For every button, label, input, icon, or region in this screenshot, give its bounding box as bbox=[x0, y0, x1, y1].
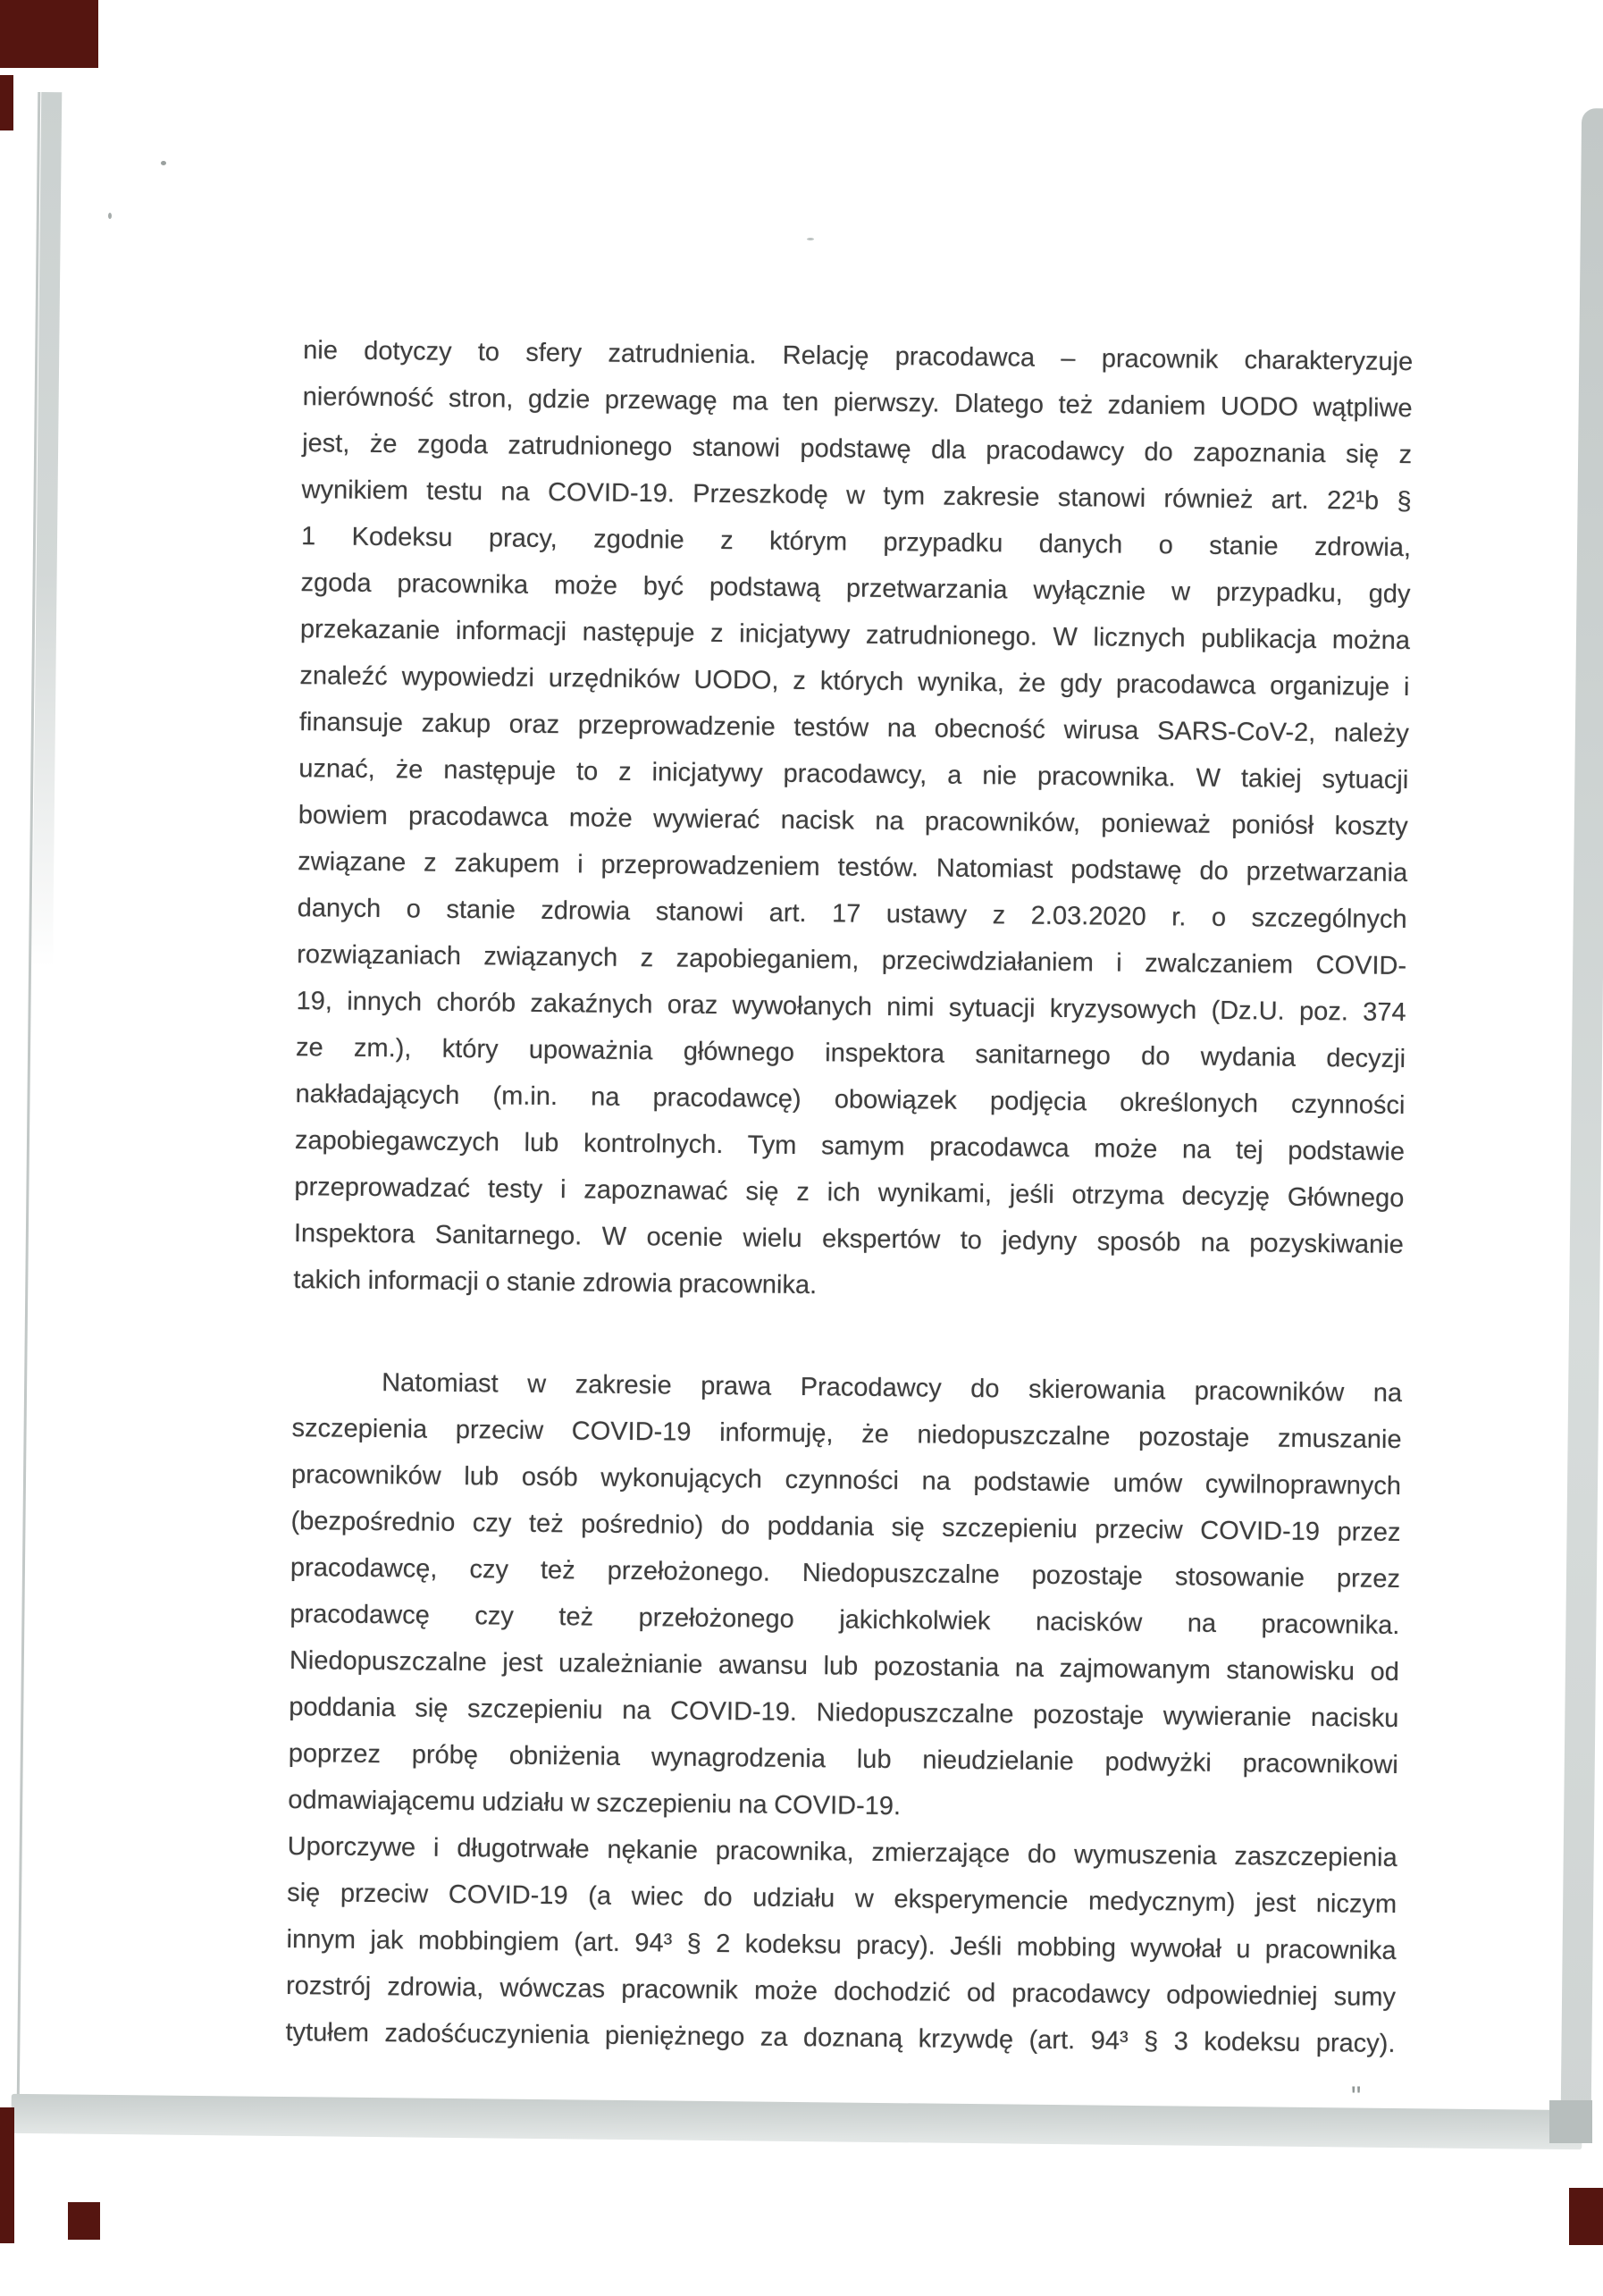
scan-backing-mark-top-left bbox=[0, 0, 98, 68]
text-line: Inspektora Sanitarnego. W ocenie wielu ekspertów to jedyny sposób na pozyskiwanie bbox=[293, 1219, 1405, 1260]
text-line: znaleźć wypowiedzi urzędników UODO, z których wynika, że gdy pracodawca organizuje i bbox=[299, 661, 1410, 702]
text-line: Uporczywe i długotrwałe nękanie pracownika, zmierzające do wymuszenia zaszczepienia bbox=[287, 1832, 1397, 1873]
text-line: zapobiegawczych lub kontrolnych. Tym samym pracodawca może na tej podstawie bbox=[294, 1126, 1406, 1167]
scan-backing-mark-bottom-left-square bbox=[68, 2202, 100, 2240]
text-line: przeprowadzać testy i zapoznawać się z ich wynikami, jeśli otrzyma decyzję Głównego bbox=[294, 1173, 1405, 1214]
smudge-mark: " bbox=[1351, 2081, 1362, 2113]
text-line: nie dotyczy to sfery zatrudnienia. Relację pracodawca – pracownik charakteryzuje bbox=[303, 336, 1414, 377]
paragraph bbox=[288, 1358, 1402, 1835]
text-line: 19, innych chorób zakaźnych oraz wywołanych nimi sytuacji kryzysowych (Dz.U. poz. 374 bbox=[296, 987, 1406, 1028]
text-line: zgoda pracownika może być podstawą przetwarzania wyłącznie w przypadku, gdy bbox=[300, 568, 1411, 610]
scan-backing-mark-bottom-right bbox=[1569, 2188, 1603, 2245]
text-line: finansuje zakup oraz przeprowadzenie testów na obecność wirusa SARS-CoV-2, należy bbox=[298, 708, 1410, 749]
text-line: 1 Kodeksu pracy, zgodnie z którym przypadku danych o stanie zdrowia, bbox=[300, 522, 1412, 563]
text-line: innym jak mobbingiem (art. 94³ § 2 kodeksu pracy). Jeśli mobbing wywołał u pracownika bbox=[286, 1925, 1397, 1966]
text-line: Niedopuszczalne jest uzależnianie awansu lub pozostania na zajmowanym stanowisku od bbox=[289, 1646, 1400, 1687]
text-line: uznać, że następuje to z inicjatywy pracodawcy, a nie pracownika. W takiej sytuacji bbox=[298, 754, 1409, 795]
text-line: ze zm.), który upoważnia głównego inspektora sanitarnego do wydania decyzji bbox=[295, 1033, 1406, 1074]
page-bottom-edge-streak bbox=[11, 2094, 1582, 2149]
text-line: przekazanie informacji następuje z inicjatywy zatrudnionego. W licznych publikacja można bbox=[299, 615, 1411, 656]
text-line: jest, że zgoda zatrudnionego stanowi podstawę dla pracodawcy do zapoznania się z bbox=[302, 429, 1413, 470]
text-line: rozstrój zdrowia, wówczas pracownik może dochodzić od pracodawcy odpowiedniej sumy bbox=[285, 1972, 1397, 2013]
text-line: pracodawcę, czy też przełożonego. Niedopuszczalne pozostaje stosowanie przez bbox=[290, 1553, 1401, 1594]
dust-speck bbox=[161, 161, 166, 165]
text-line: nakładających (m.in. na pracodawcę) obowiązek podjęcia określonych czynności bbox=[295, 1080, 1406, 1121]
text-line: (bezpośrednio czy też pośrednio) do poddania się szczepieniu przeciw COVID-19 przez bbox=[290, 1507, 1401, 1548]
text-line: odmawiającemu udziału w szczepieniu na COVID-19. bbox=[288, 1786, 902, 1821]
scanbed-corner-block bbox=[1549, 2100, 1592, 2143]
scan-backing-mark-bottom-left-bar bbox=[0, 2107, 14, 2243]
text-line: związane z zakupem i przeprowadzeniem testów. Natomiast podstawę do przetwarzania bbox=[298, 847, 1408, 888]
text-line: bowiem pracodawca może wywierać nacisk na pracowników, ponieważ poniósł koszty bbox=[298, 801, 1408, 842]
text-line: pracowników lub osób wykonujących czynności na podstawie umów cywilnoprawnych bbox=[290, 1460, 1402, 1501]
dust-speck bbox=[807, 238, 814, 240]
text-line: poddania się szczepieniu na COVID-19. Niedopuszczalne pozostaje wywieranie nacisku bbox=[289, 1693, 1399, 1734]
text-line: się przeciw COVID-19 (a wiec do udziału w eksperymencie medycznym) jest niczym bbox=[287, 1879, 1397, 1920]
scan-backing-mark-top-left-sliver bbox=[0, 75, 13, 130]
text-line: wynikiem testu na COVID-19. Przeszkodę w tym zakresie stanowi również art. 22¹b § bbox=[301, 475, 1412, 517]
text-line: szczepienia przeciw COVID-19 informuję, że niedopuszczalne pozostaje zmuszanie bbox=[291, 1414, 1402, 1455]
text-line: poprzez próbę obniżenia wynagrodzenia lub nieudzielanie podwyżki pracownikowi bbox=[288, 1739, 1398, 1780]
text-line: Natomiast w zakresie prawa Pracodawcy do skierowania pracowników na bbox=[382, 1368, 1403, 1409]
page-left-edge-line bbox=[17, 92, 41, 2103]
paragraph bbox=[285, 1823, 1397, 2067]
page-right-edge-strip bbox=[1560, 108, 1603, 2130]
text-line: nierówność stron, gdzie przewagę ma ten pierwszy. Dlatego też zdaniem UODO wątpliwe bbox=[302, 383, 1413, 424]
text-line: tytułem zadośćuczynienia pieniężnego za doznaną krzywdę (art. 94³ § 3 kodeksu pracy). bbox=[285, 2018, 1396, 2059]
text-line: takich informacji o stanie zdrowia pracownika. bbox=[293, 1266, 818, 1300]
document-text bbox=[285, 327, 1413, 2067]
dust-speck bbox=[108, 213, 112, 219]
text-line: pracodawcę czy też przełożonego jakichkolwiek nacisków na pracownika. bbox=[290, 1600, 1400, 1641]
text-line: rozwiązaniach związanych z zapobieganiem, przeciwdziałaniem i zwalczaniem COVID- bbox=[297, 940, 1407, 981]
paragraph bbox=[293, 327, 1413, 1315]
text-line: danych o stanie zdrowia stanowi art. 17 ustawy z 2.03.2020 r. o szczególnych bbox=[297, 894, 1407, 935]
